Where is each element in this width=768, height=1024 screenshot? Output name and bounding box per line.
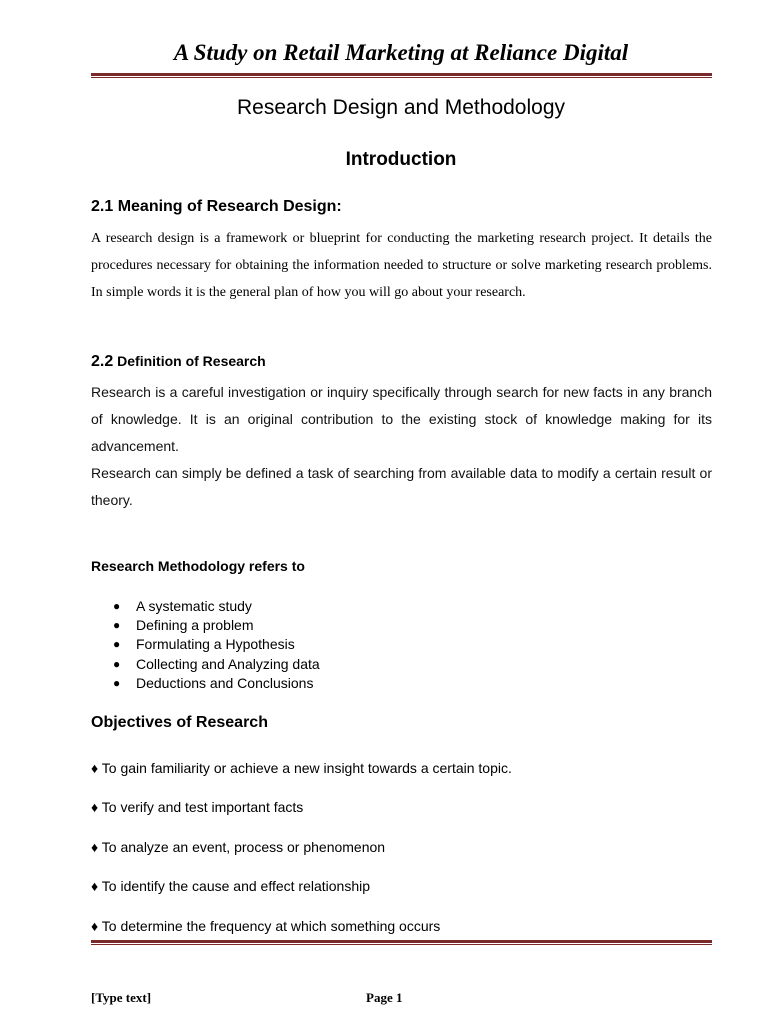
bullet-icon: ● xyxy=(113,599,121,613)
footer-placeholder-text: [Type text] xyxy=(91,990,152,1005)
methodology-heading: Research Methodology refers to xyxy=(91,558,305,574)
objectives-heading: Objectives of Research xyxy=(91,714,268,731)
running-header-title: A Study on Retail Marketing at Reliance Digital xyxy=(173,40,629,65)
objective-item: ♦ To verify and test important facts xyxy=(91,799,304,815)
objective-item: ♦ To analyze an event, process or phenomenon xyxy=(91,839,386,855)
list-item-label: Formulating a Hypothesis xyxy=(136,636,295,653)
list-item xyxy=(91,655,320,674)
page-number: Page 1 xyxy=(366,990,403,1005)
document-title: Research Design and Methodology xyxy=(236,96,566,119)
footer-rule xyxy=(91,940,712,945)
section-2-2-heading xyxy=(91,353,266,371)
list-item xyxy=(91,635,320,654)
section-2-1-heading: 2.1 Meaning of Research Design: xyxy=(91,198,342,215)
section-2-2-paragraph-2: Research can simply be defined a task of searching from available data to modify a certain result or theory. xyxy=(91,465,712,508)
list-item xyxy=(91,597,320,616)
methodology-list xyxy=(91,597,320,693)
bullet-icon: ● xyxy=(113,656,121,671)
list-item xyxy=(91,616,320,635)
list-item-label: A systematic study xyxy=(136,598,252,614)
list-item-label: Deductions and Conclusions xyxy=(136,674,314,691)
bullet-icon: ● xyxy=(113,637,121,652)
list-item xyxy=(91,674,320,693)
objective-item: ♦ To gain familiarity or achieve a new insight towards a certain topic. xyxy=(91,760,512,776)
section-2-2-number: 2.2 xyxy=(91,353,114,370)
section-2-2-title: Definition of Research xyxy=(117,353,266,369)
objective-item: ♦ To determine the frequency at which something occurs xyxy=(91,918,441,934)
bullet-icon: ● xyxy=(113,618,121,633)
introduction-heading: Introduction xyxy=(345,149,457,170)
bullet-icon: ● xyxy=(113,675,121,690)
list-item-label: Collecting and Analyzing data xyxy=(136,655,320,672)
objective-item: ♦ To identify the cause and effect relationship xyxy=(91,878,371,894)
section-2-1-body: A research design is a framework or blueprint for conducting the marketing research project. It details the procedures necessary for obtaining the information needed to structure or solve marketing research problems. In simple words it is the general plan of how you will go about your research. xyxy=(91,231,712,300)
header-rule xyxy=(91,73,712,78)
section-2-2-paragraph-1: Research is a careful investigation or inquiry specifically through search for new facts in any branch of knowledge. It is an original contribution to the existing stock of knowledge making for its advancement. xyxy=(91,384,712,454)
list-item-label: Defining a problem xyxy=(136,617,254,634)
